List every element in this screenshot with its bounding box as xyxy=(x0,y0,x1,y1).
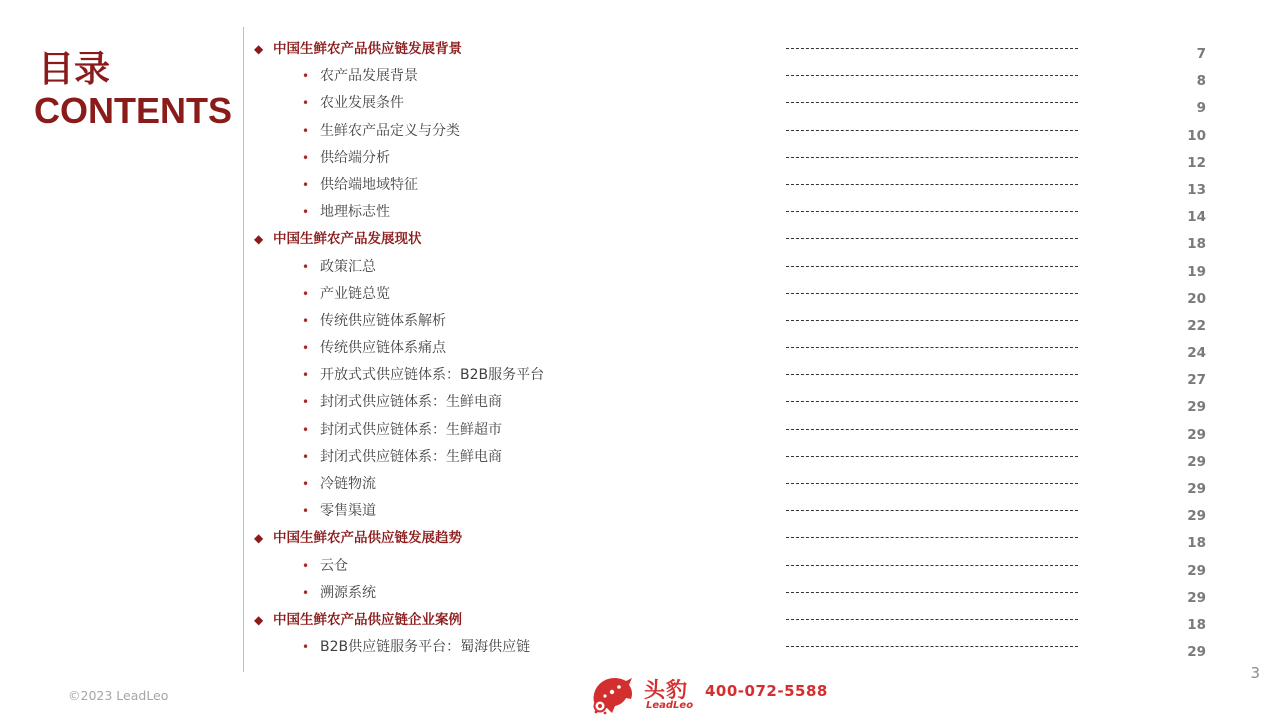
toc-label: 农业发展条件 xyxy=(320,95,404,112)
dot-bullet-icon: • xyxy=(302,259,310,274)
toc-leader-line xyxy=(786,266,1078,267)
toc-item xyxy=(254,172,1214,199)
dot-bullet-icon: • xyxy=(302,313,310,328)
toc-page-number: 27 xyxy=(1187,372,1206,389)
dot-bullet-icon: • xyxy=(302,177,310,192)
divider-line xyxy=(243,27,244,672)
toc-page-number: 7 xyxy=(1196,46,1206,62)
toc-item xyxy=(254,199,1214,226)
toc-leader-line xyxy=(786,75,1078,76)
toc-leader-line xyxy=(786,592,1078,593)
copyright: ©2023 LeadLeo xyxy=(68,688,169,703)
toc-label: 中国生鲜农产品供应链发展背景 xyxy=(273,41,462,57)
toc-page-number: 8 xyxy=(1196,73,1206,90)
toc-item xyxy=(254,634,1214,661)
dot-bullet-icon: • xyxy=(302,558,310,573)
dot-bullet-icon: • xyxy=(302,205,310,220)
toc-page-number: 29 xyxy=(1187,508,1206,525)
toc-section xyxy=(254,607,1214,634)
toc-item xyxy=(254,553,1214,580)
toc-leader-line xyxy=(786,565,1078,566)
dot-bullet-icon: • xyxy=(302,504,310,519)
dot-bullet-icon: • xyxy=(302,395,310,410)
toc-item xyxy=(254,417,1214,444)
phone-number: 400-072-5588 xyxy=(705,682,828,700)
toc-label: 供给端分析 xyxy=(320,149,390,166)
toc-item xyxy=(254,335,1214,362)
toc-label: 封闭式供应链体系：生鲜电商 xyxy=(320,448,502,465)
toc-section xyxy=(254,36,1214,63)
table-of-contents xyxy=(254,36,1214,661)
brand-logo xyxy=(588,672,828,716)
toc-item xyxy=(254,254,1214,281)
toc-label: 中国生鲜农产品发展现状 xyxy=(273,231,422,248)
toc-page-number: 29 xyxy=(1187,644,1206,661)
toc-section xyxy=(254,525,1214,552)
dot-bullet-icon: • xyxy=(302,96,310,111)
toc-leader-line xyxy=(786,102,1078,103)
toc-leader-line xyxy=(786,347,1078,348)
dot-bullet-icon: • xyxy=(302,368,310,383)
toc-page-number: 29 xyxy=(1187,426,1206,443)
toc-leader-line xyxy=(786,238,1078,239)
toc-section xyxy=(254,226,1214,253)
dot-bullet-icon: • xyxy=(302,585,310,600)
toc-label: 地理标志性 xyxy=(320,204,390,221)
toc-leader-line xyxy=(786,537,1078,538)
toc-item xyxy=(254,281,1214,308)
toc-label: 云仓 xyxy=(320,557,348,574)
toc-label: 溯源系统 xyxy=(320,584,376,601)
toc-leader-line xyxy=(786,293,1078,294)
toc-item xyxy=(254,145,1214,172)
toc-leader-line xyxy=(786,619,1078,620)
toc-label: 政策汇总 xyxy=(320,258,376,275)
toc-leader-line xyxy=(786,374,1078,375)
toc-leader-line xyxy=(786,211,1078,212)
toc-page-number: 29 xyxy=(1187,481,1206,497)
dot-bullet-icon: • xyxy=(302,69,310,84)
toc-page-number: 18 xyxy=(1187,236,1206,253)
toc-label: 开放式式供应链体系：B2B服务平台 xyxy=(320,367,545,384)
toc-page-number: 19 xyxy=(1187,263,1206,280)
toc-page-number: 29 xyxy=(1187,562,1206,579)
toc-label: 生鲜农产品定义与分类 xyxy=(320,122,460,139)
toc-leader-line xyxy=(786,320,1078,321)
brand-name-en: LeadLeo xyxy=(646,700,694,711)
toc-label: 农产品发展背景 xyxy=(320,68,418,85)
title-en: CONTENTS xyxy=(34,90,232,131)
toc-item xyxy=(254,63,1214,90)
toc-page-number: 18 xyxy=(1187,616,1206,633)
dot-bullet-icon: • xyxy=(302,150,310,165)
diamond-bullet-icon: ◆ xyxy=(254,531,264,546)
toc-leader-line xyxy=(786,429,1078,430)
toc-page-number: 18 xyxy=(1187,535,1206,552)
toc-item xyxy=(254,118,1214,145)
toc-page-number: 9 xyxy=(1196,100,1206,117)
toc-item xyxy=(254,90,1214,117)
toc-page-number: 24 xyxy=(1187,345,1206,362)
toc-label: 中国生鲜农产品供应链企业案例 xyxy=(273,611,462,628)
dot-bullet-icon: • xyxy=(302,449,310,464)
toc-page-number: 14 xyxy=(1187,209,1206,226)
toc-page-number: 20 xyxy=(1187,290,1206,307)
toc-leader-line xyxy=(786,510,1078,511)
toc-item xyxy=(254,362,1214,389)
leopard-head-icon xyxy=(588,672,634,716)
toc-leader-line xyxy=(786,401,1078,402)
toc-label: 封闭式供应链体系：生鲜电商 xyxy=(320,394,502,411)
dot-bullet-icon: • xyxy=(302,640,310,655)
dot-bullet-icon: • xyxy=(302,286,310,301)
dot-bullet-icon: • xyxy=(302,341,310,356)
toc-item xyxy=(254,308,1214,335)
toc-label: 封闭式供应链体系：生鲜超市 xyxy=(320,421,502,438)
toc-leader-line xyxy=(786,184,1078,185)
toc-leader-line xyxy=(786,483,1078,484)
toc-page-number: 10 xyxy=(1187,127,1206,144)
dot-bullet-icon: • xyxy=(302,422,310,437)
dot-bullet-icon: • xyxy=(302,477,310,491)
toc-label: 传统供应链体系痛点 xyxy=(320,340,446,357)
toc-leader-line xyxy=(786,646,1078,647)
diamond-bullet-icon: ◆ xyxy=(254,42,264,56)
toc-label: 中国生鲜农产品供应链发展趋势 xyxy=(273,530,462,547)
toc-label: 冷链物流 xyxy=(320,476,376,492)
toc-leader-line xyxy=(786,157,1078,158)
toc-leader-line xyxy=(786,130,1078,131)
toc-leader-line xyxy=(786,48,1078,49)
toc-leader-line xyxy=(786,456,1078,457)
toc-label: 供给端地域特征 xyxy=(320,176,418,193)
toc-item xyxy=(254,580,1214,607)
page-number: 3 xyxy=(1250,664,1260,682)
toc-page-number: 29 xyxy=(1187,399,1206,416)
toc-page-number: 12 xyxy=(1187,154,1206,171)
diamond-bullet-icon: ◆ xyxy=(254,232,264,247)
title-cn: 目录 xyxy=(38,49,111,90)
toc-item xyxy=(254,498,1214,525)
brand-name-cn: 头豹 xyxy=(644,678,688,702)
toc-item xyxy=(254,471,1214,498)
diamond-bullet-icon: ◆ xyxy=(254,612,264,627)
toc-page-number: 29 xyxy=(1187,589,1206,606)
toc-page-number: 22 xyxy=(1187,317,1206,334)
toc-label: 零售渠道 xyxy=(320,503,376,520)
toc-page-number: 29 xyxy=(1187,453,1206,470)
toc-label: 产业链总览 xyxy=(320,285,390,302)
toc-label: 传统供应链体系解析 xyxy=(320,312,446,329)
toc-page-number: 13 xyxy=(1187,181,1206,198)
toc-item xyxy=(254,444,1214,471)
toc-item xyxy=(254,389,1214,416)
toc-label: B2B供应链服务平台：蜀海供应链 xyxy=(320,639,531,656)
dot-bullet-icon: • xyxy=(302,123,310,138)
